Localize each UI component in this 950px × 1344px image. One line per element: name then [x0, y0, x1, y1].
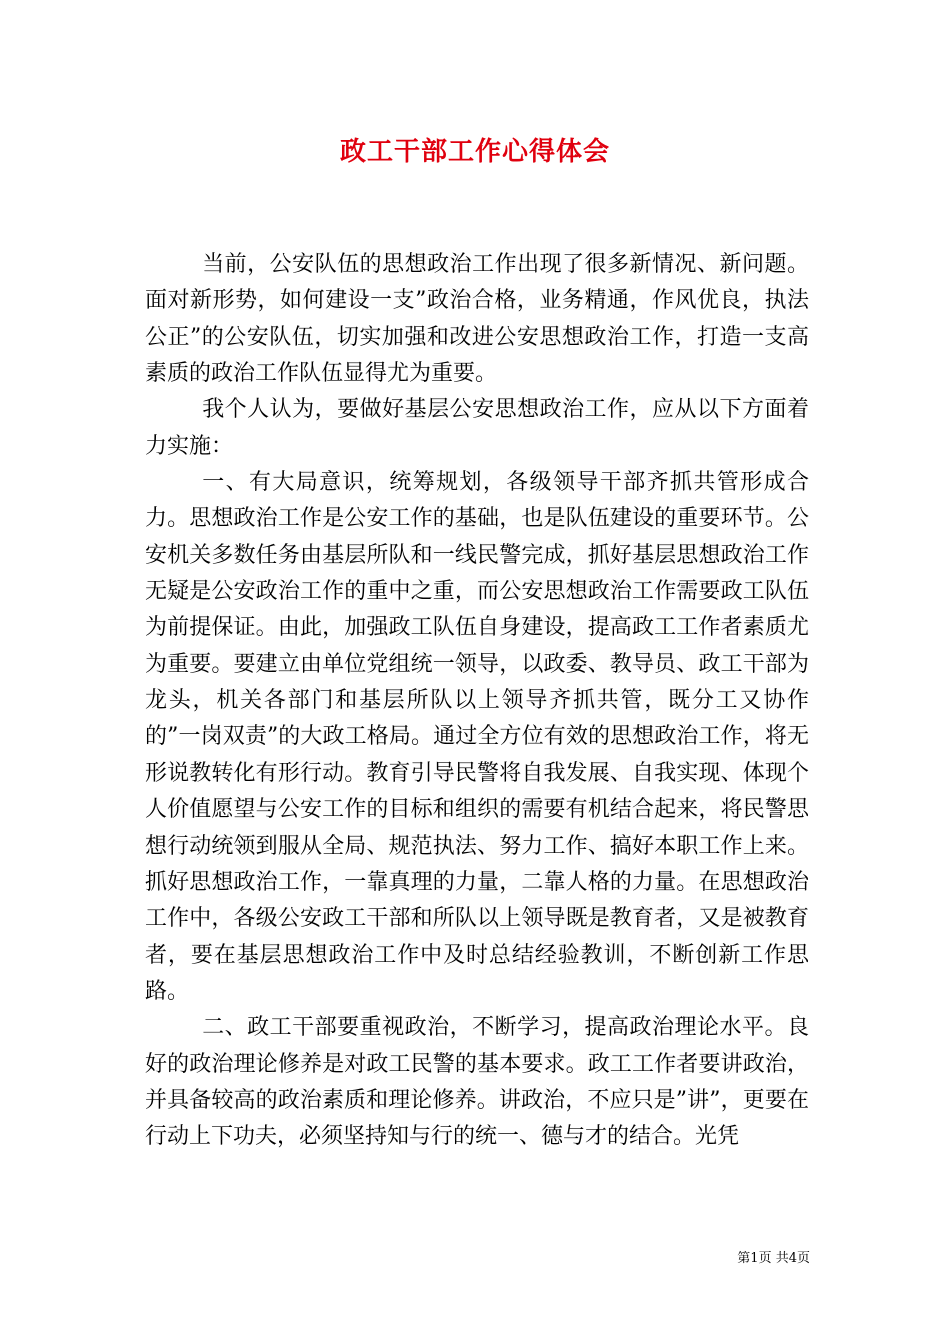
paragraph-section-two: 二、政工干部要重视政治，不断学习，提高政治理论水平。良好的政治理论修养是对政工民警的基本要求。政工工作者要讲政治，并具备较高的政治素质和理论修养。讲政治，不应只是”讲”，更要在行动上下功夫，必须坚持知与行的统一、德与才的结合。光凭	[145, 1015, 809, 1150]
page-current: 1	[750, 1251, 759, 1266]
document-body	[145, 247, 809, 1156]
page-prefix: 第	[737, 1251, 751, 1266]
page-total: 4	[788, 1251, 797, 1266]
document-title: 政工干部工作心得体会	[339, 137, 610, 167]
page-middle: 页 共	[758, 1251, 789, 1266]
paragraph-intro: 当前，公安队伍的思想政治工作出现了很多新情况、新问题。面对新形势，如何建设一支”政治合格，业务精通，作风优良，执法公正”的公安队伍，切实加强和改进公安思想政治工作，打造一支高素质的政治工作队伍显得尤为重要。	[145, 252, 809, 387]
paragraph-opinion: 我个人认为，要做好基层公安思想政治工作，应从以下方面着力实施：	[145, 397, 809, 459]
page-number-footer	[700, 1247, 810, 1266]
page-suffix: 页	[796, 1251, 810, 1266]
paragraph-section-one: 一、有大局意识，统筹规划，各级领导干部齐抓共管形成合力。思想政治工作是公安工作的基础，也是队伍建设的重要环节。公安机关多数任务由基层所队和一线民警完成，抓好基层思想政治工作无疑是公安政治工作的重中之重，而公安思想政治工作需要政工队伍为前提保证。由此，加强政工队伍自身建设，提高政工工作者素质尤为重要。要建立由单位党组统一领导，以政委、教导员、政工干部为龙头，机关各部门和基层所队以上领导齐抓共管，既分工又协作的”一岗双责”的大政工格局。通过全方位有效的思想政治工作，将无形说教转化有形行动。教育引导民警将自我发展、自我实现、体现个人价值愿望与公安工作的目标和组织的需要有机结合起来，将民警思想行动统领到服从全局、规范执法、努力工作、搞好本职工作上来。抓好思想政治工作，一靠真理的力量，二靠人格的力量。在思想政治工作中，各级公安政工干部和所队以上领导既是教育者，又是被教育者，要在基层思想政治工作中及时总结经验教训，不断创新工作思路。	[145, 470, 809, 1004]
